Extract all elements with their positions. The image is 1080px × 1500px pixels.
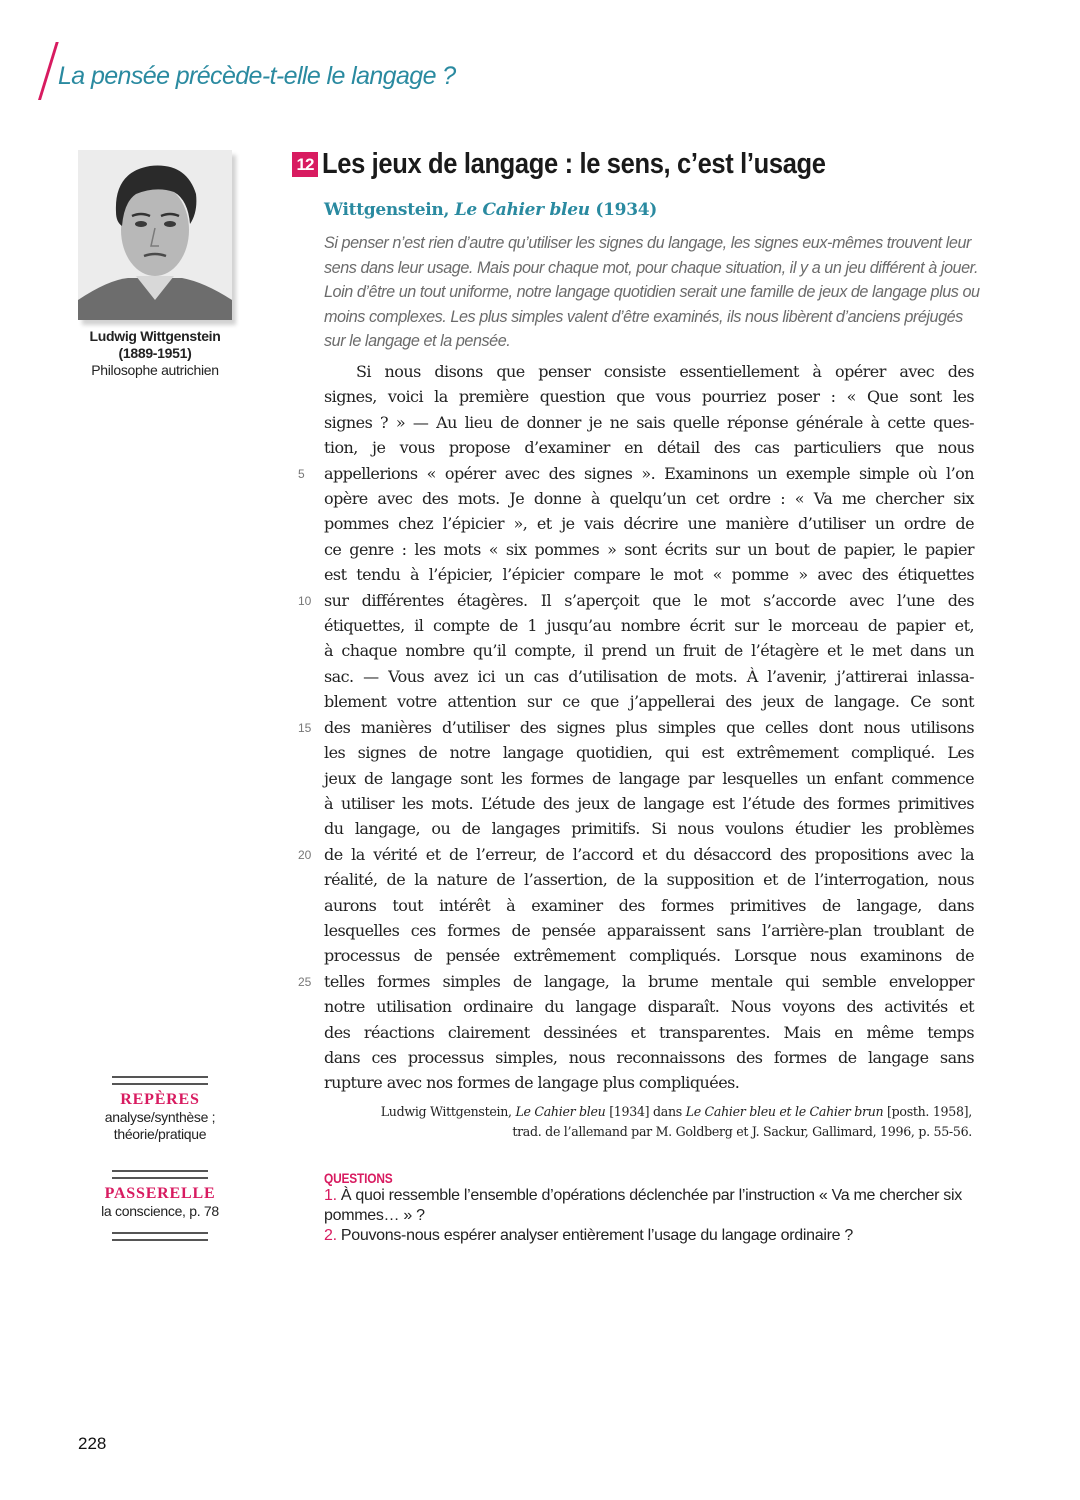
question-number: 2. (324, 1227, 337, 1244)
text-line: telles formes simples de langage, la brume mentale qui semble envelopper (324, 971, 974, 991)
author-dates: (1889-1951) (118, 345, 192, 361)
question-item (324, 1186, 984, 1226)
text-line: opère avec des mots. Je donne à quelqu’un cet ordre : « Va me chercher six (324, 489, 974, 509)
text-line: est tendu à l’épicier, l’épicier compare le mot « pomme » avec des étiquettes (324, 565, 974, 585)
text-line: appellerions « opérer avec des signes ». Examinons un exemple simple où l’on (324, 463, 974, 483)
text-line: sur différentes étagères. Il s’aperçoit que le mot s’accorde avec l’une des (324, 590, 974, 610)
citation-collection: Le Cahier bleu et le Cahier brun (685, 1104, 884, 1119)
questions-heading: QUESTIONS (324, 1170, 393, 1186)
question-text: Pouvons-nous espérer analyser entièrement l’usage du langage ordinaire ? (336, 1227, 853, 1244)
citation-line-1 (381, 1102, 972, 1122)
line-number: 20 (298, 847, 312, 862)
author-name: Ludwig Wittgenstein (89, 328, 221, 344)
source-work: Le Cahier bleu (454, 200, 590, 220)
line-number: 25 (298, 974, 312, 989)
reperes-heading: REPÈRES (120, 1091, 200, 1108)
citation-text: [posth. 1958], (883, 1104, 972, 1119)
text-line: aurons tout intérêt à examiner des formes primitives de langage, dans (324, 895, 974, 915)
questions-section (324, 1170, 984, 1246)
author-portrait (78, 150, 232, 320)
line-number: 15 (298, 720, 312, 735)
text-line: du langage, ou de langages primitifs. Si nous voulons étudier les problèmes (324, 819, 974, 839)
citation-line-2: trad. de l’allemand par M. Goldberg et J. Sackur, Gallimard, 1996, p. 55-56. (512, 1124, 972, 1139)
text-line: les signes de notre langage quotidien, qui est extrêmement compliqué. Les (324, 743, 974, 763)
text-line: des réactions clairement dessinées et transparentes. Mais en même temps (324, 1022, 974, 1042)
question-number: 1. (324, 1187, 337, 1204)
text-line: tion, je vous propose d’examiner en détail des cas particuliers que nous (324, 438, 974, 458)
passerelle-link[interactable]: la conscience, p. 78 (101, 1203, 219, 1219)
text-line: jeux de langage sont les formes de langage par lesquelles un enfant commence (324, 768, 974, 788)
text-line: dans ces processus simples, nous reconnaissons des formes de langage sans (324, 1047, 974, 1067)
text-heading (292, 148, 894, 181)
double-rule-divider (112, 1170, 208, 1179)
chapter-title: La pensée précède-t-elle le langage ? (58, 62, 456, 90)
text-source (324, 200, 657, 220)
text-body (324, 359, 974, 1096)
passerelle-heading: PASSERELLE (104, 1185, 216, 1202)
text-line: sac. — Vous avez ici un cas d’utilisation de mots. À l’avenir, j’attirerai inlassa- (324, 666, 974, 686)
text-line: à chaque nombre qu’il compte, il prend un fruit de l’étagère et le met dans un (324, 641, 974, 661)
text-line: des manières d’utiliser des signes plus simples que celles dont nous utilisons (324, 717, 974, 737)
double-rule-divider (112, 1076, 208, 1085)
question-item (324, 1226, 984, 1246)
reperes-box (100, 1076, 220, 1143)
text-line: notre utilisation ordinaire du langage disparaît. Nous voyons des activités et (324, 997, 974, 1017)
double-rule-divider (112, 1232, 208, 1241)
author-caption (60, 328, 250, 379)
accent-slash (38, 42, 59, 100)
text-line: lesquelles ces formes de pensée apparaissent sans l’arrière-plan troublant de (324, 920, 974, 940)
page-number: 228 (78, 1434, 107, 1453)
text-line: étiquettes, il compte de 1 jusqu’au nombre écrit sur le morceau de papier et, (324, 616, 974, 636)
text-line: processus de pensée extrêmement compliqués. Lorsque nous examinons de (324, 946, 974, 966)
text-number-badge: 12 (292, 152, 318, 177)
citation-text: [1934] dans (605, 1104, 686, 1119)
text-line: signes, voici la première question que vous pourriez poser : « Que sont les (324, 387, 974, 407)
text-line: rupture avec nos formes de langage plus compliquées. (324, 1073, 740, 1093)
source-year: (1934) (589, 200, 658, 220)
citation (381, 1102, 972, 1142)
text-line: blement votre attention sur ce que j’appellerai des jeux de langage. Ce sont (324, 692, 974, 712)
text-line: Si nous disons que penser consiste essentiellement à opérer avec des (356, 362, 974, 381)
question-text: À quoi ressemble l’ensemble d’opérations déclenchée par l’instruction « Va me chercher six pommes… » ? (324, 1187, 962, 1224)
text-line: de la vérité et de l’erreur, de l’accord et du désaccord des propositions avec la (324, 844, 974, 864)
text-line: réalité, de la nature de l’assertion, de la supposition et de l’interrogation, nous (324, 870, 974, 890)
source-author: Wittgenstein, (324, 200, 455, 220)
text-line: à utiliser les mots. L’étude des jeux de langage est l’étude des formes primitives (324, 793, 974, 813)
text-title: Les jeux de langage : le sens, c’est l’usage (322, 148, 826, 180)
text-introduction: Si penser n’est rien d’autre qu’utiliser les signes du langage, les signes eux-mêmes trouvent leur sens dans leur usage. Mais pour chaque mot, pour chaque situation, il y a un jeu différent à jouer. Loin d’être un tout uniforme, notre langage quotidien serait une famille de jeux de langage plus ou moins complexes. Les plus simples valent d’être examinés, ils nous libèrent d’anciens préjugés sur le langage et la pensée. (324, 234, 980, 351)
passerelle-box (100, 1170, 220, 1241)
text-line: ce genre : les mots « six pommes » sont écrits sur un bout de papier, le papier (324, 539, 974, 559)
line-number: 5 (298, 466, 305, 481)
line-number: 10 (298, 593, 312, 608)
citation-author: Ludwig Wittgenstein, (380, 1104, 516, 1119)
reperes-line-1: analyse/synthèse ; (104, 1109, 216, 1125)
reperes-line-2: théorie/pratique (113, 1126, 207, 1142)
citation-work: Le Cahier bleu (515, 1104, 606, 1119)
author-role: Philosophe autrichien (91, 362, 219, 378)
text-line: pommes chez l’épicier », et je vais décrire une manière d’utiliser un ordre de (324, 514, 974, 534)
text-line: signes ? » — Au lieu de donner je ne sais quelle réponse générale à cette ques- (324, 412, 974, 432)
